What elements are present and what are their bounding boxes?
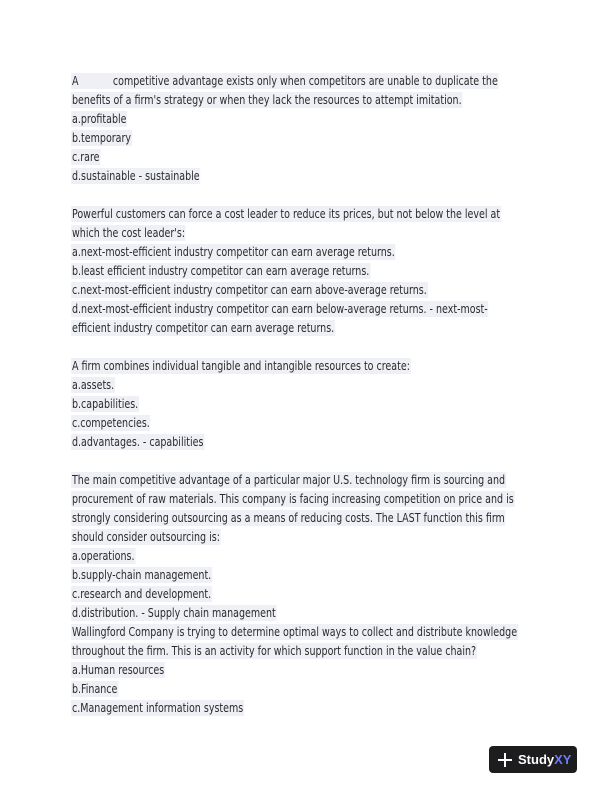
option-answer: d.sustainable - sustainable [72, 169, 200, 183]
option: b.capabilities. [72, 397, 139, 411]
option: a.Human resources [72, 663, 165, 677]
option: a.next-most-efficient industry competitor can earn average returns. [72, 245, 395, 259]
option: c.research and development. [72, 587, 212, 601]
question-1-stem-line-2: benefits of a firm's strategy or when they lack the resources to attempt imitation. [72, 93, 462, 107]
option: a.assets. [72, 378, 115, 392]
question-5-stem-line-1: Wallingford Company is trying to determine optimal ways to collect and distribute knowledge [72, 625, 518, 639]
option: b.supply-chain management. [72, 568, 212, 582]
question-4 [72, 471, 514, 623]
question-4-stem-line-3: strongly considering outsourcing as a means of reducing costs. The LAST function this firm [72, 511, 505, 525]
option: c.competencies. [72, 416, 150, 430]
question-3 [72, 357, 476, 452]
option-answer: d.next-most-efficient industry competitor can earn below-average returns. - next-most- [72, 302, 488, 316]
studyxy-badge[interactable] [489, 746, 577, 773]
option: a.operations. [72, 549, 135, 563]
question-5 [72, 623, 518, 718]
option-answer: d.advantages. - capabilities [72, 435, 204, 449]
brand-name: StudyXY [518, 752, 572, 767]
question-1-stem-line-1: A competitive advantage exists only when competitors are unable to duplicate the [72, 74, 498, 88]
option: b.least efficient industry competitor can earn average returns. [72, 264, 370, 278]
option: a.profitable [72, 112, 127, 126]
option: b.temporary [72, 131, 132, 145]
question-4-stem-line-2: procurement of raw materials. This company is facing increasing competition on price and is [72, 492, 514, 506]
question-2 [72, 205, 501, 338]
option: b.Finance [72, 682, 118, 696]
question-4-stem-line-4: should consider outsourcing is: [72, 530, 220, 544]
option-answer-continued: efficient industry competitor can earn average returns. [72, 321, 335, 335]
plus-icon [498, 753, 512, 767]
question-4-stem-line-1: The main competitive advantage of a particular major U.S. technology firm is sourcing and [72, 473, 506, 487]
question-2-stem-line-2: which the cost leader's: [72, 226, 186, 240]
option-answer: d.distribution. - Supply chain management [72, 606, 276, 620]
option: c.Management information systems [72, 701, 244, 715]
option: c.rare [72, 150, 100, 164]
document-page [72, 72, 518, 718]
question-2-stem-line-1: Powerful customers can force a cost leader to reduce its prices, but not below the level at [72, 207, 501, 221]
question-5-stem-line-2: throughout the firm. This is an activity for which support function in the value chain? [72, 644, 477, 658]
question-1 [72, 72, 498, 186]
option: c.next-most-efficient industry competitor can earn above-average returns. [72, 283, 427, 297]
question-3-stem-line-1: A firm combines individual tangible and intangible resources to create: [72, 359, 410, 373]
